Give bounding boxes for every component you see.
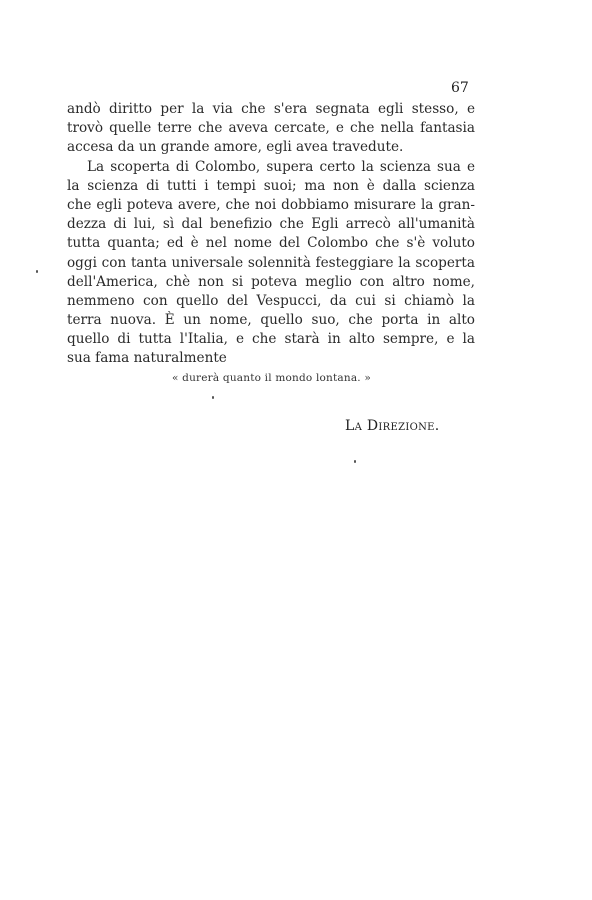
- page-number: 67: [451, 80, 469, 96]
- text-line: terra nuova. È un nome, quello suo, che porta in alto: [67, 312, 475, 329]
- text-line: la scienza di tutti i tempi suoi; ma non è dalla scienza: [67, 177, 475, 194]
- text-line: accesa da un grande amore, egli avea travedute.: [67, 139, 404, 156]
- text-line: dezza di lui, sì dal benefizio che Egli arrecò all'umanità: [67, 216, 475, 233]
- text-line: oggi con tanta universale solennità festeggiare la scoperta: [67, 254, 475, 271]
- paragraph: [67, 100, 475, 158]
- print-speck: [354, 460, 356, 463]
- text-line: dell'America, chè non si poteva meglio con altro nome,: [67, 273, 475, 290]
- text-line: nemmeno con quello del Vespucci, da cui si chiamò la: [67, 292, 475, 309]
- text-line: andò diritto per la via che s'era segnata egli stesso, e: [67, 101, 475, 117]
- signature: La Direzione.: [345, 418, 440, 434]
- paragraph: [67, 158, 475, 369]
- print-speck: [212, 396, 214, 399]
- text-line: trovò quelle terre che aveva cercate, e che nella fantasia: [67, 120, 475, 137]
- text-line: La scoperta di Colombo, supera certo la scienza sua e: [87, 158, 475, 175]
- text-line: tutta quanta; ed è nel nome del Colombo che s'è voluto: [67, 235, 475, 252]
- body-text: [67, 100, 475, 369]
- quotation: « durerà quanto il mondo lontana. »: [172, 372, 371, 384]
- print-speck: [36, 270, 38, 273]
- text-line: che egli poteva avere, che noi dobbiamo misurare la gran-: [67, 196, 475, 213]
- text-line: quello di tutta l'Italia, e che starà in alto sempre, e la: [67, 331, 475, 348]
- text-line: sua fama naturalmente: [67, 350, 227, 367]
